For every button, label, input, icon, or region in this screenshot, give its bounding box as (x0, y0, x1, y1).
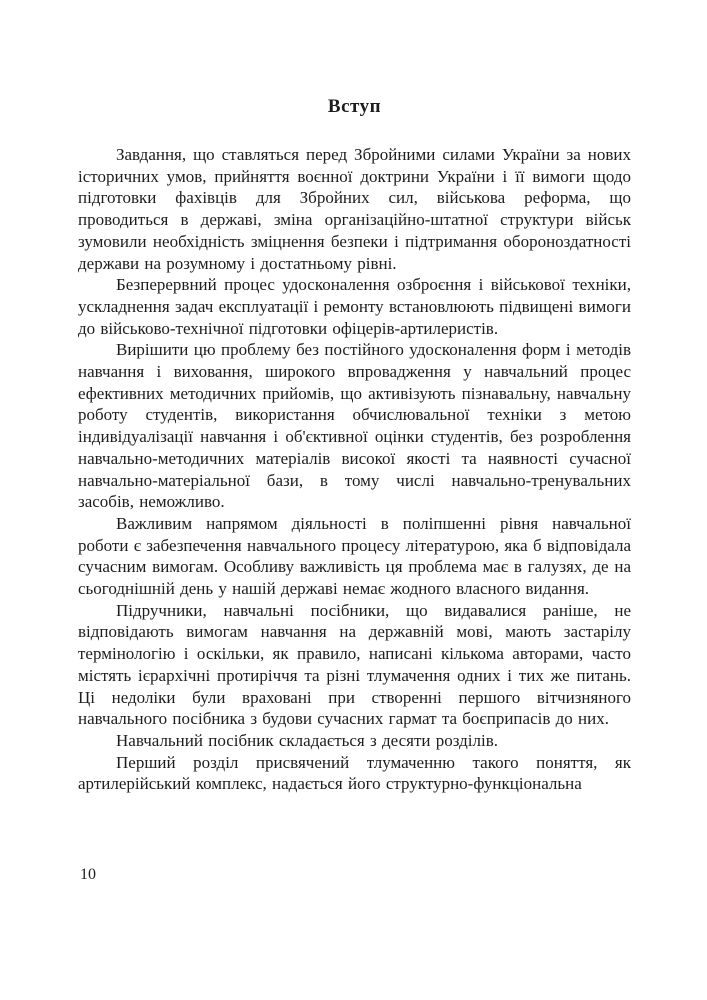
paragraph: Важливим напрямом діяльності в поліпшенні рівня навчальної роботи є забезпечення навчального процесу літературою, яка б відповідала сучасним вимогам. Особливу важливість ця проблема має в галузях, де на сьогоднішній день у нашій державі немає жодного власного видання. (78, 513, 631, 599)
paragraph: Вирішити цю проблему без постійного удосконалення форм і методів навчання і виховання, широкого впровадження у навчальний процес ефективних методичних прийомів, що активізують пізнавальну, навчальну роботу студентів, використання обчислювальної техніки з метою індивідуалізації навчання і об'єктивної оцінки студентів, без розроблення навчально-методичних матеріалів високої якості та наявності сучасної навчально-матеріальної бази, в тому числі навчально-тренувальних засобів, неможливо. (78, 340, 631, 512)
paragraph: Підручники, навчальні посібники, що видавалися раніше, не відповідають вимогам навчання на державній мові, мають застарілу термінологію і оскільки, як правило, написані кількома авторами, часто містять ієрархічні протиріччя та різні тлумачення одних і тих же питань. Ці недоліки були враховані при створенні першого вітчизняного навчального посібника з будови сучасних гармат та боєприпасів до них. (78, 600, 631, 729)
paragraph: Навчальний посібник складається з десяти розділів. (116, 730, 498, 750)
page-number: 10 (80, 866, 96, 883)
paragraph: Завдання, що ставляться перед Збройними силами України за нових історичних умов, прийняття воєнної доктрини України і її вимоги щодо підготовки фахівців для Збройних сил, військова реформа, що проводиться в державі, зміна організаційно-штатної структури військ зумовили необхідність зміцнення безпеки і підтримання обороноздатності держави на розумному і достатньому рівні. (78, 145, 631, 273)
page-title: Вступ (327, 96, 382, 117)
paragraph: Перший розділ присвячений тлумаченню такого поняття, як артилерійський комплекс, надається його структурно-функціональна (78, 752, 631, 794)
paragraph: Безперервний процес удосконалення озброєння і військової техніки, ускладнення задач експлуатації і ремонту встановлюють підвищені вимоги до військово-технічної підготовки офіцерів-артилеристів. (78, 275, 631, 338)
text-column (78, 96, 631, 795)
